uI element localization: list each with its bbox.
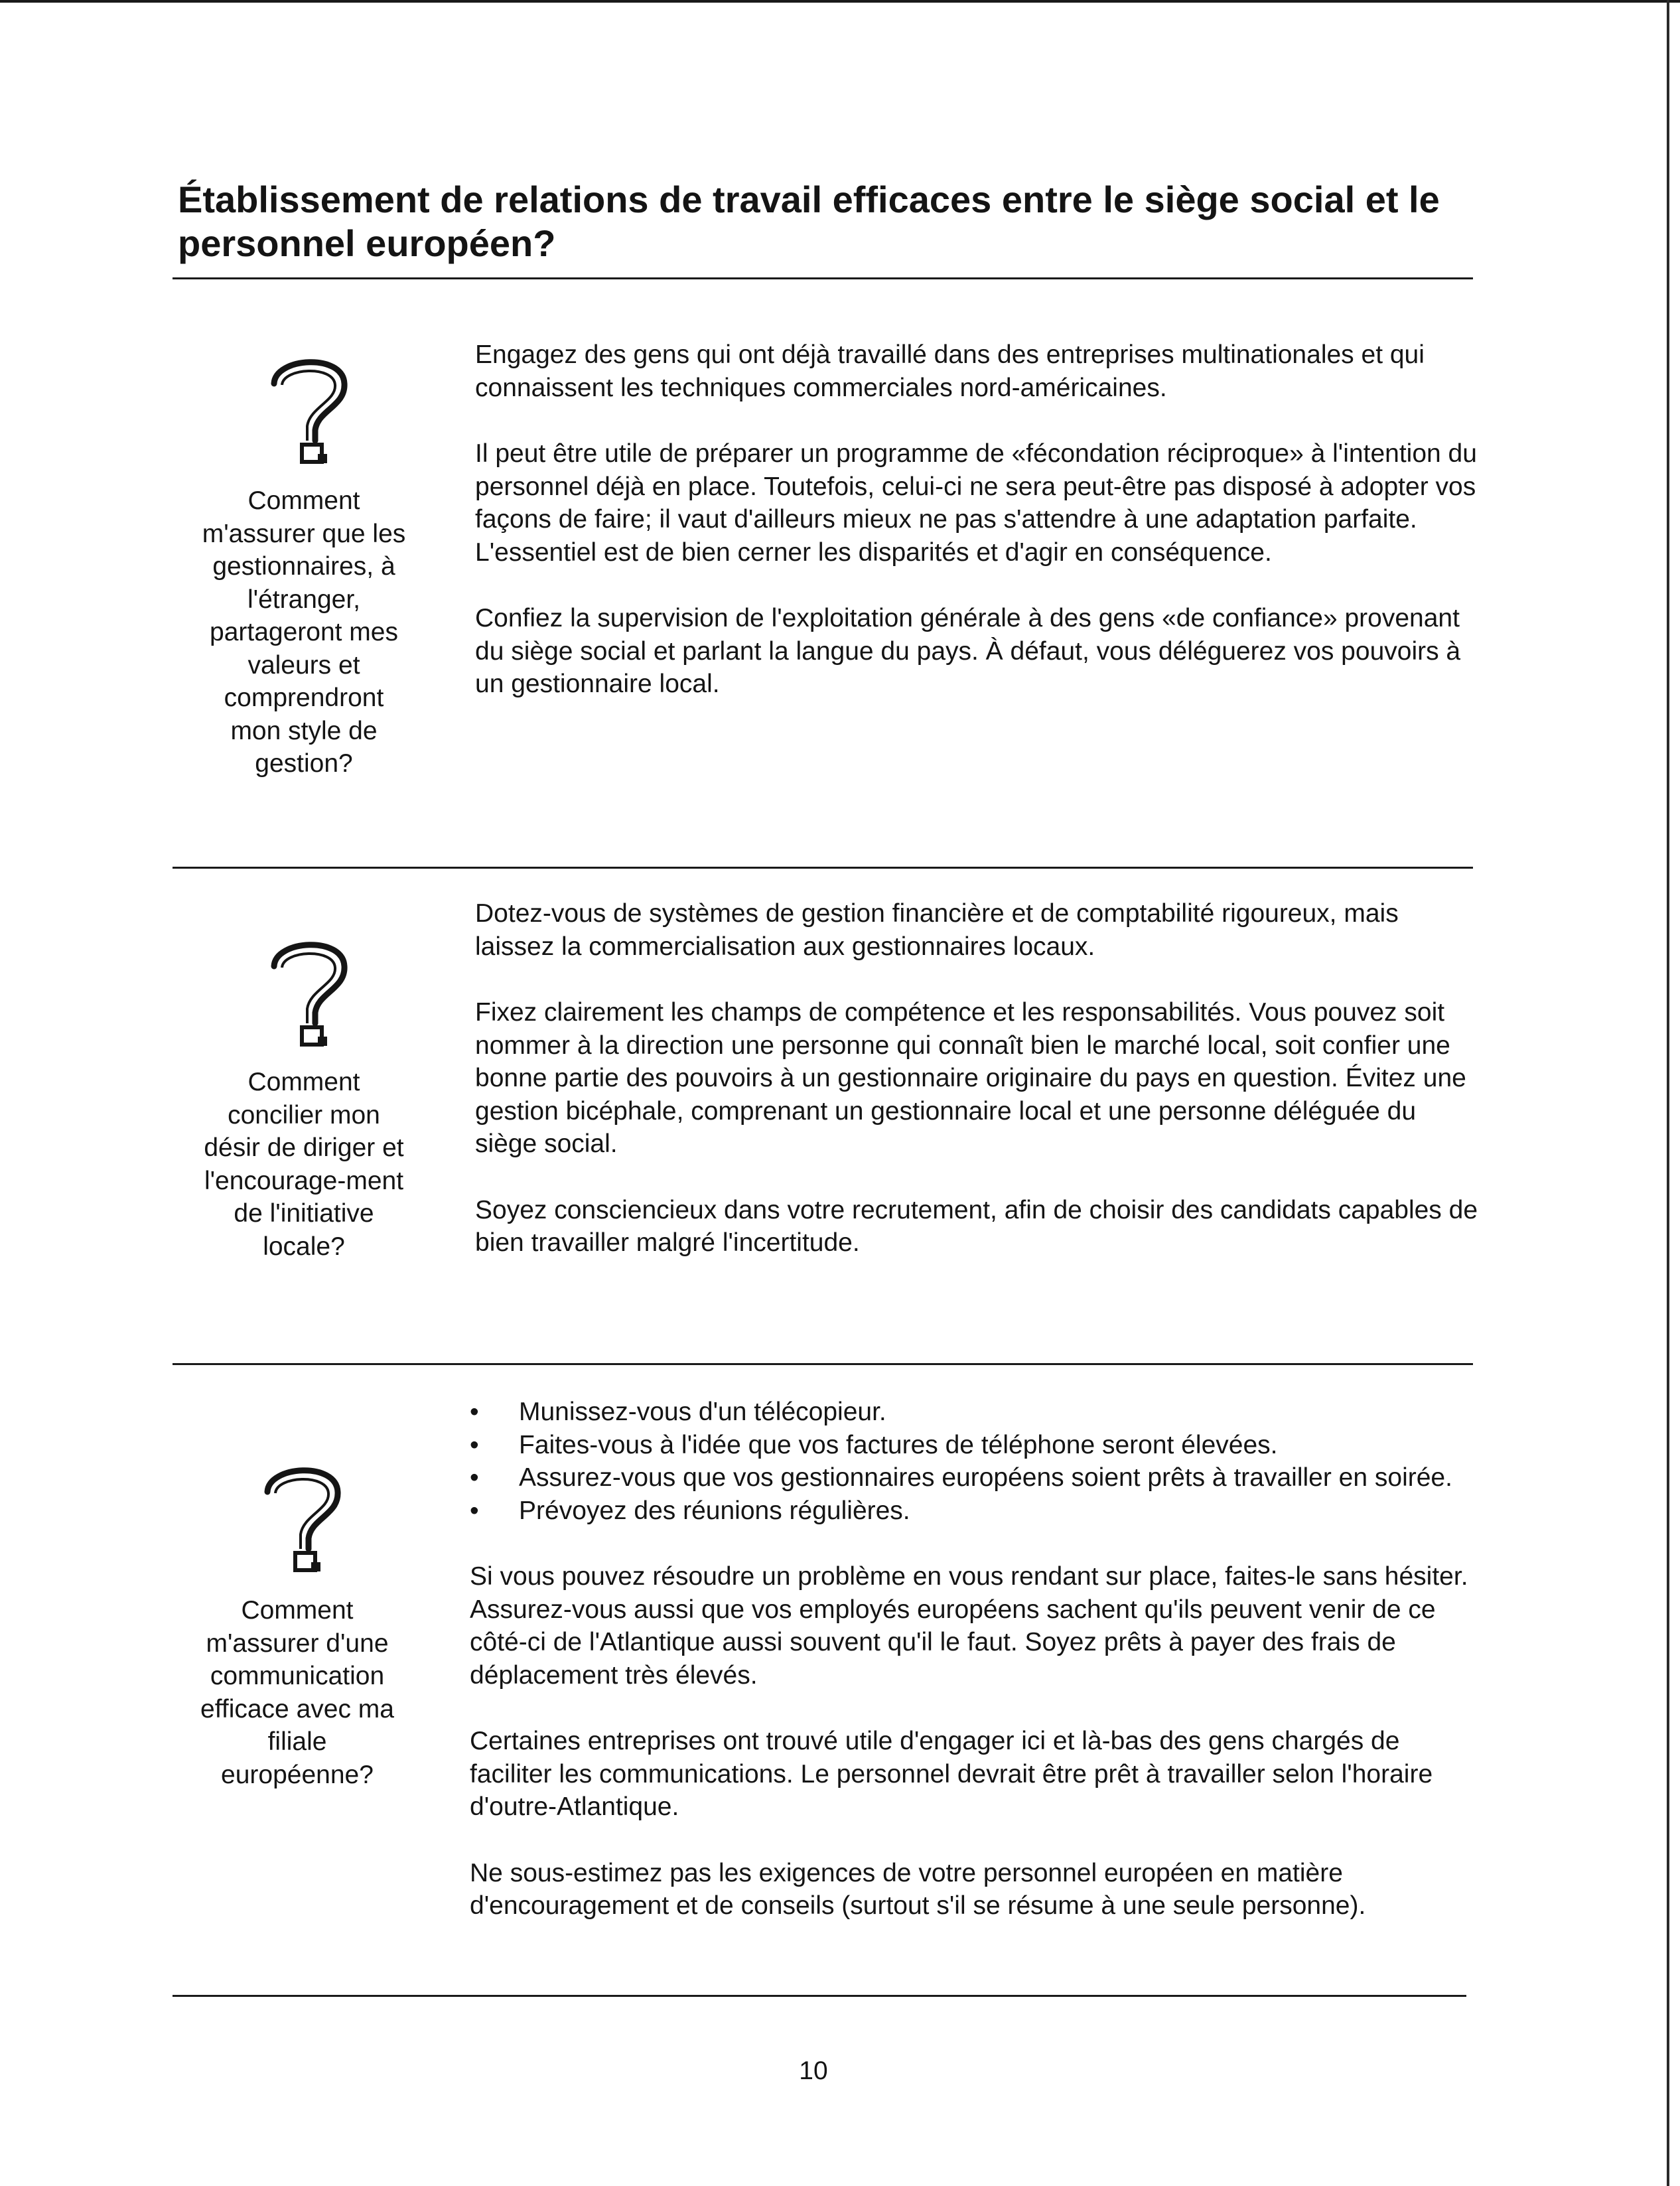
bullet-item <box>470 1429 1485 1462</box>
answer-1 <box>475 338 1484 701</box>
question-2: Comment concilier mon désir de diriger et l'encourage-ment de l'initiative locale? <box>204 1068 404 1261</box>
bullet-item <box>470 1461 1485 1494</box>
bullet-symbol: • <box>470 1496 479 1525</box>
question-mark-icon <box>262 934 355 1054</box>
bullet-text: Faites-vous à l'idée que vos factures de téléphone seront élevées. <box>519 1430 1278 1459</box>
bullet-list <box>470 1396 1485 1527</box>
scan-edge-right <box>1667 0 1669 2186</box>
question-mark-icon <box>262 352 355 471</box>
answer-paragraph: Fixez clairement les champs de compétence et les responsabilités. Vous pouvez soit nommer à la direction une personne qui connaît bien le marché local, soit confier une bonne partie des pouvoirs à un gestionnaire originaire du pays en question. Évitez une gestion bicéphale, comprenant un gestionnaire local et une personne déléguée du siège social. <box>475 998 1466 1158</box>
answer-2 <box>475 897 1484 1260</box>
answer-paragraph: Soyez consciencieux dans votre recrutement, afin de choisir des candidats capables de bien travailler malgré l'incertitude. <box>475 1195 1478 1257</box>
bullet-text: Assurez-vous que vos gestionnaires européens soient prêts à travailler en soirée. <box>519 1463 1452 1492</box>
page-number: 10 <box>799 2057 828 2085</box>
answer-paragraph: Certaines entreprises ont trouvé utile d'engager ici et là-bas des gens chargés de faciliter les communications. Le personnel devrait être prêt à travailler selon l'horaire d'outre-Atlantique. <box>470 1727 1433 1821</box>
answer-paragraph: Si vous pouvez résoudre un problème en vous rendant sur place, faites-le sans hésiter. Assurez-vous aussi que vos employés européens sachent qu'ils peuvent venir de ce côté-ci de l'Atlantique aussi souvent qu'il le faut. Soyez prêts à payer des frais de déplacement très élevés. <box>470 1562 1468 1690</box>
section-divider <box>173 1363 1473 1365</box>
answer-paragraph: Ne sous-estimez pas les exigences de votre personnel européen en matière d'encouragement et de conseils (surtout s'il se résume à une seule personne). <box>470 1858 1366 1920</box>
bullet-text: Prévoyez des réunions régulières. <box>519 1496 910 1525</box>
answer-3 <box>470 1396 1485 1923</box>
bullet-symbol: • <box>470 1398 479 1426</box>
title-divider <box>173 277 1473 279</box>
answer-paragraph: Engagez des gens qui ont déjà travaillé dans des entreprises multinationales et qui connaissent les techniques commerciales nord-américaines. <box>475 340 1425 402</box>
bullet-text: Munissez-vous d'un télécopieur. <box>519 1398 886 1426</box>
section-divider <box>173 1995 1466 1997</box>
question-mark-icon <box>255 1460 348 1579</box>
question-1: Comment m'assurer que les gestionnaires, à l'étranger, partageront mes valeurs et comprendront mon style de gestion? <box>202 486 406 778</box>
bullet-item <box>470 1396 1485 1429</box>
answer-paragraph: Dotez-vous de systèmes de gestion financière et de comptabilité rigoureux, mais laissez la commercialisation aux gestionnaires locaux. <box>475 899 1399 961</box>
bullet-item <box>470 1494 1485 1528</box>
bullet-symbol: • <box>470 1430 479 1459</box>
section-divider <box>173 867 1473 869</box>
bullet-symbol: • <box>470 1463 479 1492</box>
page-title: Établissement de relations de travail efficaces entre le siège social et le personnel européen? <box>178 179 1440 264</box>
scan-edge-top <box>0 0 1680 3</box>
question-3: Comment m'assurer d'une communication efficace avec ma filiale européenne? <box>200 1596 394 1789</box>
answer-paragraph: Confiez la supervision de l'exploitation générale à des gens «de confiance» provenant du siège social et parlant la langue du pays. À défaut, vous déléguerez vos pouvoirs à un gestionnaire local. <box>475 604 1461 698</box>
answer-paragraph: Il peut être utile de préparer un programme de «fécondation réciproque» à l'intention du personnel déjà en place. Toutefois, celui-ci ne sera peut-être pas disposé à adopter vos façons de faire; il vaut d'ailleurs mieux ne pas s'attendre à une adaptation parfaite. L'essentiel est de bien cerner les disparités et d'agir en conséquence. <box>475 439 1477 567</box>
